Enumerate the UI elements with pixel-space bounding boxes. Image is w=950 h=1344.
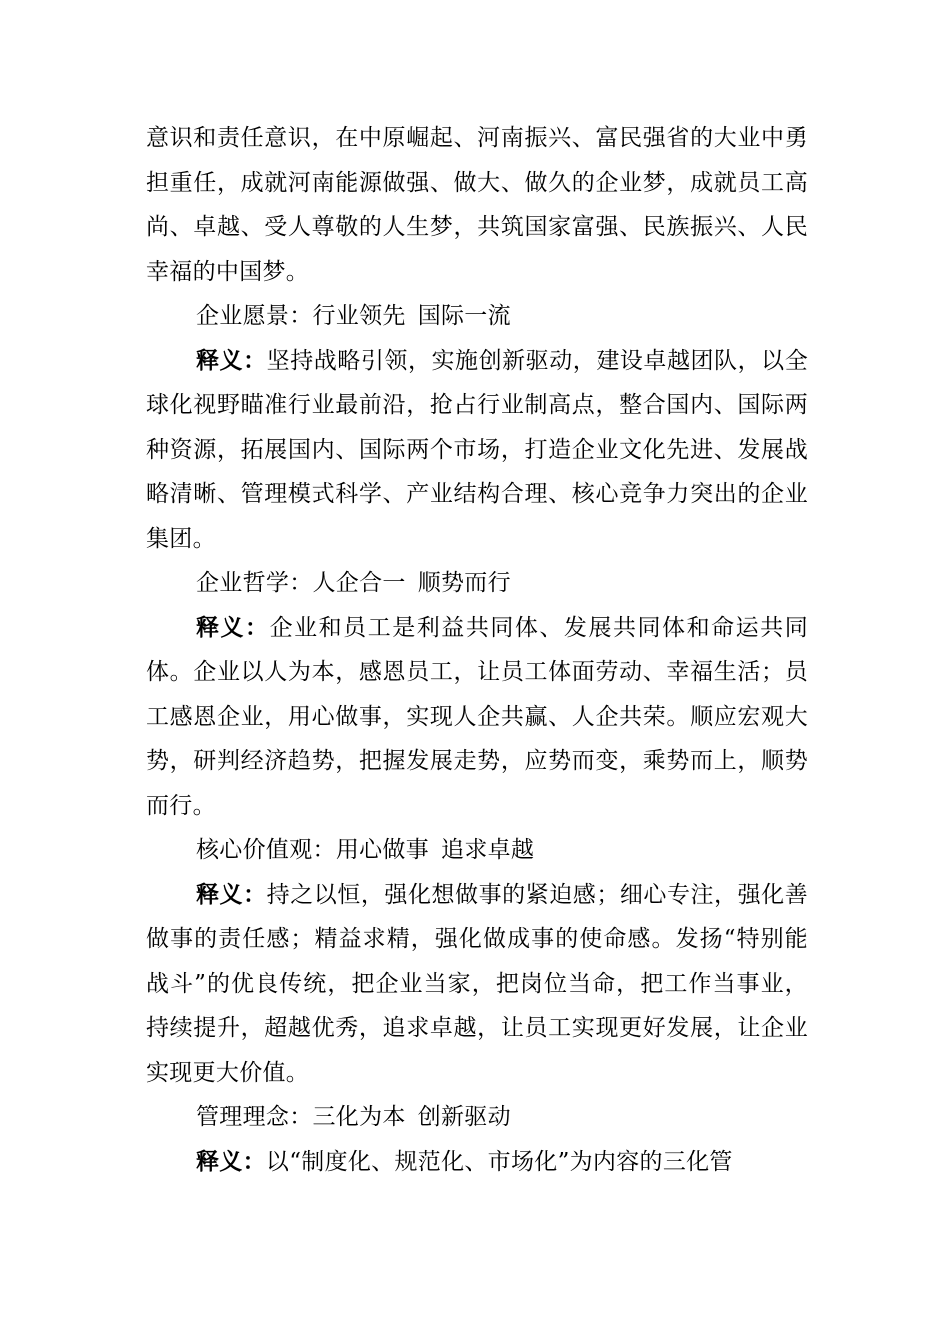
explanation-label: 释义： xyxy=(196,881,267,908)
heading-label: 企业哲学： xyxy=(196,570,313,596)
heading-part1: 人企合一 xyxy=(312,570,406,596)
heading-part1: 用心做事 xyxy=(335,837,430,863)
heading-part2: 创新驱动 xyxy=(417,1104,511,1130)
heading-label: 核心价值观： xyxy=(196,837,336,863)
heading-philosophy xyxy=(146,561,808,606)
heading-vision xyxy=(146,294,808,339)
intro-paragraph: 意识和责任意识，在中原崛起、河南振兴、富民强省的大业中勇担重任，成就河南能源做强、做大、做久的企业梦，成就员工高尚、卓越、受人尊敬的人生梦，共筑国家富强、民族振兴、人民幸福的中国梦。 xyxy=(146,125,808,285)
heading-part2: 顺势而行 xyxy=(417,570,511,596)
document-page xyxy=(146,116,808,1184)
heading-part1: 行业领先 xyxy=(312,303,406,329)
explanation-text: 坚持战略引领，实施创新驱动，建设卓越团队，以全球化视野瞄准行业最前沿，抢占行业制高点，整合国内、国际两种资源，拓展国内、国际两个市场，打造企业文化先进、发展战略清晰、管理模式科学、产业结构合理、核心竞争力突出的企业集团。 xyxy=(146,347,809,552)
heading-management xyxy=(146,1095,808,1140)
explanation-management xyxy=(146,1140,808,1185)
explanation-vision xyxy=(146,339,808,562)
heading-label: 企业愿景： xyxy=(196,303,313,329)
heading-core-values xyxy=(146,828,808,873)
explanation-label: 释义： xyxy=(196,614,270,641)
heading-part2: 国际一流 xyxy=(417,303,511,329)
explanation-label: 释义： xyxy=(196,347,267,374)
explanation-label: 释义： xyxy=(196,1148,266,1175)
explanation-philosophy xyxy=(146,606,808,829)
explanation-core-values xyxy=(146,873,808,1096)
explanation-text: 企业和员工是利益共同体、发展共同体和命运共同体。企业以人为本，感恩员工，让员工体面劳动、幸福生活；员工感恩企业，用心做事，实现人企共赢、人企共荣。顺应宏观大势，研判经济趋势，把握发展走势，应势而变，乘势而上，顺势而行。 xyxy=(146,614,808,819)
explanation-text: 以“制度化、规范化、市场化”为内容的三化管 xyxy=(265,1148,733,1175)
heading-part2: 追求卓越 xyxy=(441,837,535,863)
heading-label: 管理理念： xyxy=(196,1104,313,1130)
explanation-text: 持之以恒，强化想做事的紧迫感；细心专注，强化善做事的责任感；精益求精，强化做成事的使命感。发扬“特别能战斗”的优良传统，把企业当家，把岗位当命，把工作当事业，持续提升，超越优秀，追求卓越，让员工实现更好发展，让企业实现更大价值。 xyxy=(146,881,809,1086)
heading-part1: 三化为本 xyxy=(312,1104,406,1130)
